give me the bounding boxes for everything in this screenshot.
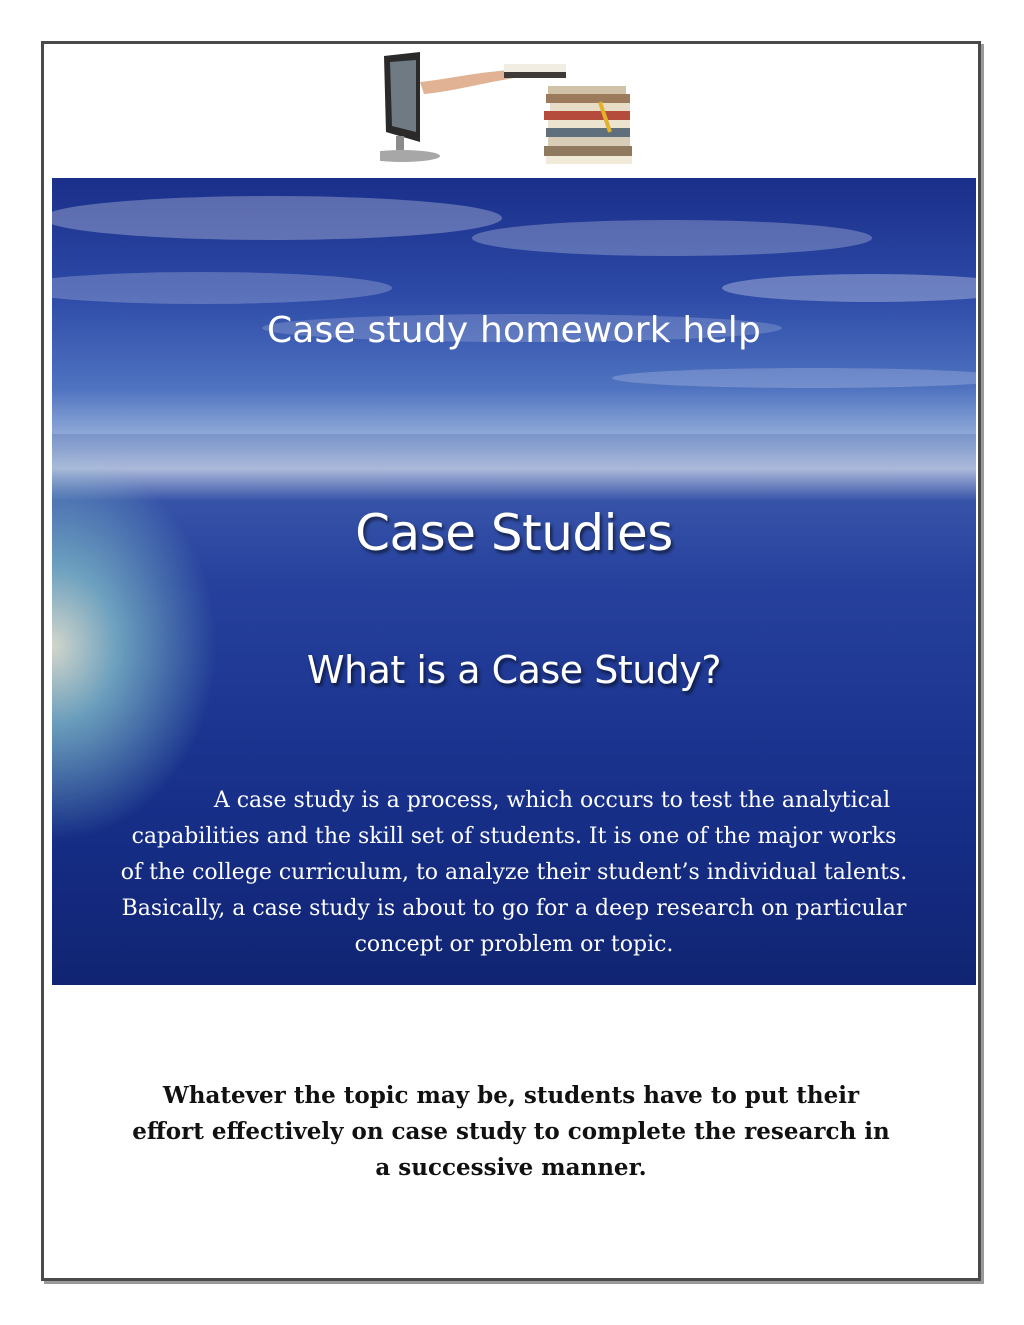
- header-illustration: [380, 52, 650, 166]
- slide-subheading: What is a Case Study?: [306, 648, 722, 692]
- hero-banner: [52, 178, 976, 985]
- closing-paragraph: Whatever the topic may be, students have to put their effort effectively on case study to complete the research in a successive manner.: [132, 1082, 890, 1181]
- banner-title: Case study homework help: [266, 310, 762, 351]
- book-stack-icon: [544, 86, 632, 164]
- computer-monitor-icon: [380, 52, 440, 162]
- hand-holding-book-icon: [420, 64, 566, 94]
- slide-heading: Case Studies: [355, 504, 673, 562]
- page-frame: [41, 41, 981, 1281]
- intro-paragraph: A case study is a process, which occurs to test the analytical capabilities and the skill set of students. It is one of the major works of the college curriculum, to analyze their student’s individual talents. Basically, a case study is about to go for a deep research on particular concept or problem or topic.: [120, 788, 908, 957]
